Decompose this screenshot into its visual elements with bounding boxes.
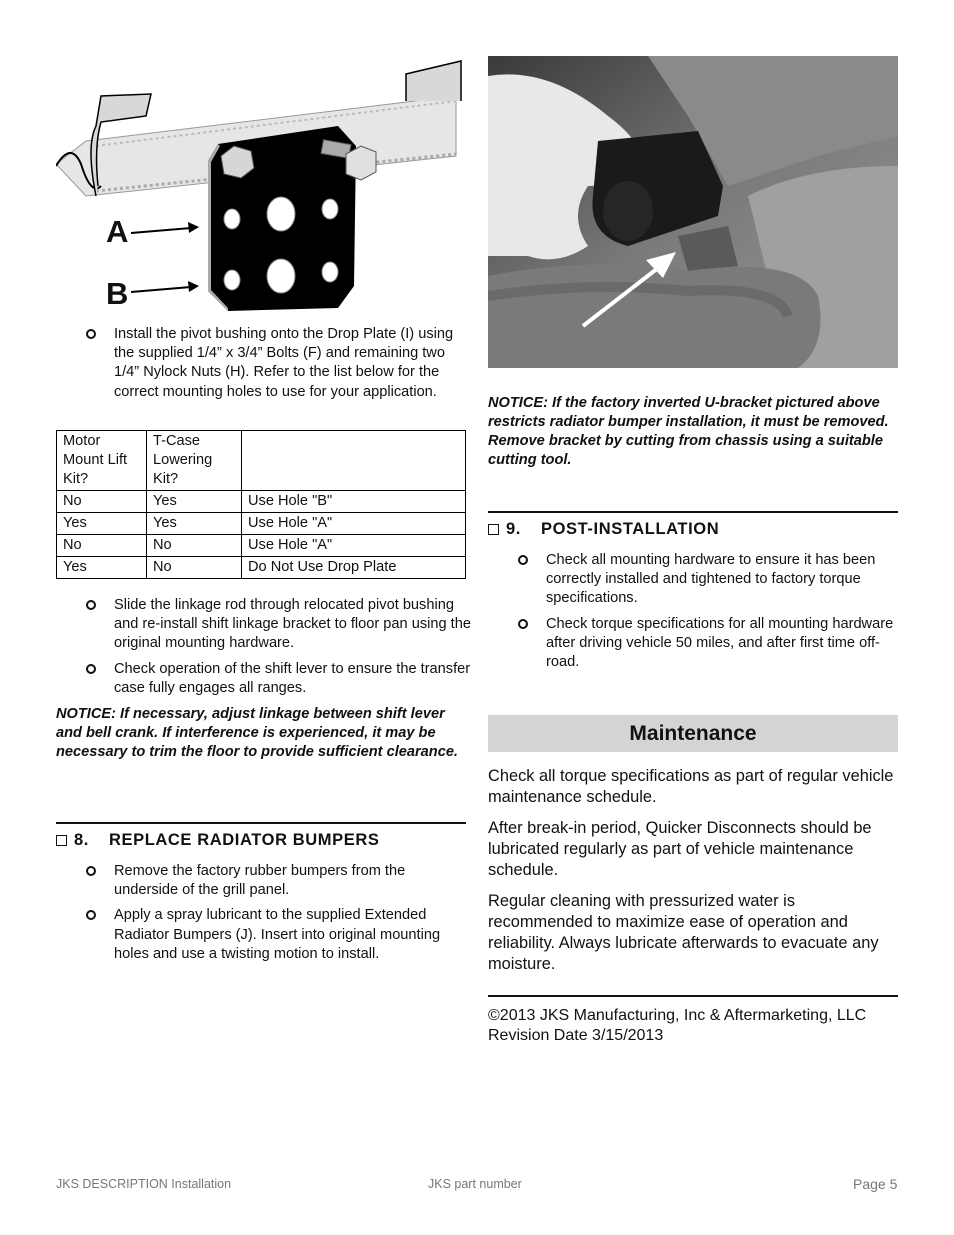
radiator-bumper-photo [488, 56, 898, 368]
u-bracket-notice: NOTICE: If the factory inverted U-bracket pictured above restricts radiator bumper installation, it must be removed. Remove bracket by cutting from chassis using a suitable cutting tool. [488, 395, 889, 468]
table-row: Yes No Do Not Use Drop Plate [57, 557, 466, 579]
bullet-circle-icon [86, 906, 96, 925]
header-motor-mount: Motor Mount Lift Kit? [57, 431, 147, 491]
label-b: B [106, 276, 129, 311]
bullet-circle-icon [86, 660, 96, 679]
copyright-divider [488, 995, 898, 997]
header-result [242, 431, 466, 491]
revision-date: Revision Date 3/15/2013 [488, 1027, 664, 1044]
maintenance-paragraph: Regular cleaning with pressurized water is recommended to maximize ease of operation and reliability. Always lubricate afterwards to evacuate any moisture. [488, 892, 879, 973]
list-item: Slide the linkage rod through relocated pivot bushing and re-install shift linkage bracket to floor pan using the original mounting hardware. [56, 596, 471, 654]
section-8-heading: 8. REPLACE RADIATOR BUMPERS [56, 831, 379, 850]
mounting-hole-table [56, 430, 466, 579]
maintenance-heading: Maintenance [488, 715, 898, 752]
maintenance-paragraph: After break-in period, Quicker Disconnects should be lubricated regularly as part of vehicle maintenance schedule. [488, 819, 872, 879]
section-8-bullets [56, 862, 471, 970]
list-item: Check operation of the shift lever to ensure the transfer case fully engages all ranges. [56, 660, 471, 698]
table-row: No No Use Hole "A" [57, 535, 466, 557]
maintenance-paragraph: Check all torque specifications as part of regular vehicle maintenance schedule. [488, 767, 894, 806]
copyright-line: ©2013 JKS Manufacturing, Inc & Aftermarketing, LLC [488, 1007, 867, 1024]
copyright-block [488, 1006, 866, 1046]
bullet-circle-icon [518, 551, 528, 570]
list-item: Check torque specifications for all mounting hardware after driving vehicle 50 miles, and after first time off-road. [488, 615, 903, 673]
checkbox-icon[interactable] [56, 835, 67, 846]
maintenance-body [488, 766, 900, 985]
install-bullets [56, 325, 471, 408]
list-item: Remove the factory rubber bumpers from the underside of the grill panel. [56, 862, 471, 900]
bullet-circle-icon [86, 596, 96, 615]
section-9-heading: 9. POST-INSTALLATION [488, 520, 719, 539]
section-divider [56, 822, 466, 824]
table-row: No Yes Use Hole "B" [57, 491, 466, 513]
linkage-notice: NOTICE: If necessary, adjust linkage between shift lever and bell crank. If interference is experienced, it may be necessary to trim the floor to provide sufficient clearance. [56, 706, 458, 760]
list-item: Install the pivot bushing onto the Drop Plate (I) using the supplied 1/4” x 3/4” Bolts (F) and remaining two 1/4” Nylock Nuts (H). Refer to the list below for the correct mounting holes to use for your application. [56, 325, 471, 402]
list-item: Check all mounting hardware to ensure it has been correctly installed and tightened to factory torque specifications. [488, 551, 903, 609]
footer-description: JKS DESCRIPTION Installation [56, 1177, 232, 1191]
bullet-circle-icon [86, 325, 96, 344]
bullet-circle-icon [518, 615, 528, 634]
header-tcase: T-Case Lowering Kit? [147, 431, 242, 491]
drop-plate-illustration [56, 56, 466, 318]
section-9-bullets [488, 551, 903, 678]
section-divider [488, 511, 898, 513]
footer-page-number: Page 5 [853, 1176, 898, 1192]
list-item: Apply a spray lubricant to the supplied Extended Radiator Bumpers (J). Insert into original mounting holes and use a twisting motion to install. [56, 906, 471, 964]
linkage-bullets [56, 596, 471, 704]
footer-part-number: JKS part number [428, 1177, 522, 1191]
bullet-circle-icon [86, 862, 96, 881]
table-header-row [57, 431, 466, 491]
checkbox-icon[interactable] [488, 524, 499, 535]
label-a: A [106, 214, 129, 249]
table-row: Yes Yes Use Hole "A" [57, 513, 466, 535]
